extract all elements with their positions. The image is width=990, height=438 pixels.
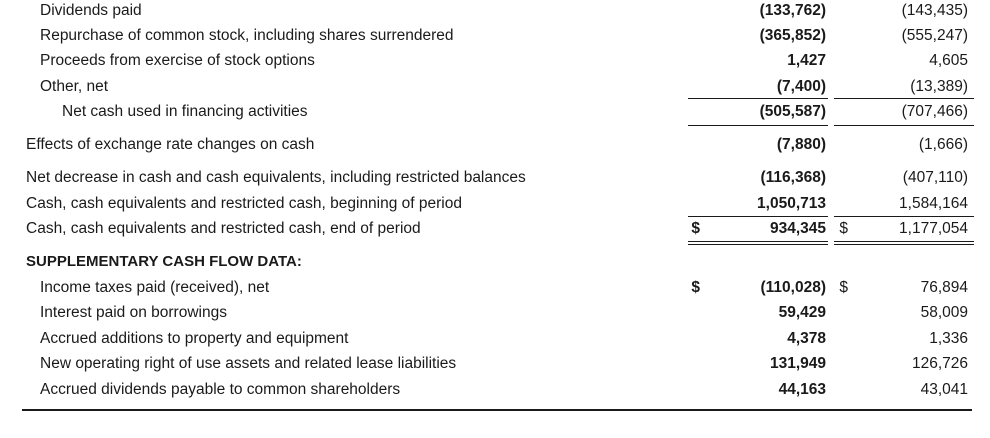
row-label: Dividends paid xyxy=(40,2,142,19)
prior-period-value: (1,666) xyxy=(918,136,968,153)
prior-period-value: 1,177,054 xyxy=(899,220,968,237)
row-label: Other, net xyxy=(40,78,109,95)
prior-period-value: 43,041 xyxy=(920,381,968,398)
current-period-value: (133,762) xyxy=(759,2,826,19)
currency-symbol: $ xyxy=(691,220,700,237)
table-row xyxy=(0,193,990,215)
current-period-value: (7,400) xyxy=(776,78,826,95)
table-row xyxy=(0,302,990,324)
row-label: Income taxes paid (received), net xyxy=(40,279,270,296)
row-label: Accrued additions to property and equipment xyxy=(40,330,349,347)
subtotal-rule xyxy=(834,216,974,217)
row-label: Cash, cash equivalents and restricted cash, end of period xyxy=(26,220,421,237)
row-label: Accrued dividends payable to common shareholders xyxy=(40,381,401,398)
prior-period-value: 58,009 xyxy=(920,304,968,321)
row-label: Cash, cash equivalents and restricted cash, beginning of period xyxy=(26,195,462,212)
prior-period-value: 1,584,164 xyxy=(899,195,968,212)
table-row xyxy=(0,353,990,375)
section-header xyxy=(0,251,990,273)
row-label: Effects of exchange rate changes on cash xyxy=(26,136,315,153)
double-underline xyxy=(834,241,974,245)
table-row xyxy=(0,25,990,47)
current-period-value: 1,427 xyxy=(787,52,826,69)
row-label: Proceeds from exercise of stock options xyxy=(40,52,315,69)
table-row xyxy=(0,0,990,22)
current-period-value: 934,345 xyxy=(769,220,826,237)
currency-symbol: $ xyxy=(839,220,848,237)
prior-period-value: (707,466) xyxy=(901,103,968,120)
prior-period-value: (143,435) xyxy=(901,2,968,19)
prior-period-value: 126,726 xyxy=(911,355,968,372)
subtotal-rule xyxy=(688,98,828,99)
total-rule xyxy=(688,125,828,126)
current-period-value: 1,050,713 xyxy=(757,195,826,212)
prior-period-value: (407,110) xyxy=(902,169,968,186)
prior-period-value: 4,605 xyxy=(929,52,968,69)
current-period-value: 44,163 xyxy=(778,381,826,398)
current-period-value: 4,378 xyxy=(787,330,826,347)
row-label: Net decrease in cash and cash equivalents, including restricted balances xyxy=(26,169,526,186)
prior-period-value: 1,336 xyxy=(929,330,968,347)
row-label: New operating right of use assets and related lease liabilities xyxy=(40,355,457,372)
table-row xyxy=(0,277,990,299)
prior-period-value: 76,894 xyxy=(920,279,968,296)
table-row xyxy=(0,101,990,123)
table-row xyxy=(0,328,990,350)
section-title: SUPPLEMENTARY CASH FLOW DATA: xyxy=(26,253,302,270)
current-period-value: (365,852) xyxy=(759,27,826,44)
currency-symbol: $ xyxy=(691,279,700,296)
table-row xyxy=(0,218,990,240)
table-row xyxy=(0,76,990,98)
subtotal-rule xyxy=(834,98,974,99)
current-period-value: (505,587) xyxy=(759,103,826,120)
prior-period-value: (555,247) xyxy=(901,27,968,44)
current-period-value: 131,949 xyxy=(769,355,826,372)
subtotal-rule xyxy=(688,216,828,217)
row-label: Repurchase of common stock, including shares surrendered xyxy=(40,27,454,44)
double-underline xyxy=(688,241,828,245)
row-label: Net cash used in financing activities xyxy=(62,103,308,120)
table-bottom-rule xyxy=(22,409,972,411)
prior-period-value: (13,389) xyxy=(910,78,968,95)
current-period-value: (116,368) xyxy=(760,169,826,186)
row-label: Interest paid on borrowings xyxy=(40,304,227,321)
current-period-value: 59,429 xyxy=(778,304,826,321)
table-row xyxy=(0,379,990,401)
current-period-value: (7,880) xyxy=(776,136,826,153)
table-row xyxy=(0,167,990,189)
total-rule xyxy=(834,125,974,126)
current-period-value: (110,028) xyxy=(760,279,826,296)
currency-symbol: $ xyxy=(839,279,848,296)
table-row xyxy=(0,134,990,156)
table-row xyxy=(0,50,990,72)
